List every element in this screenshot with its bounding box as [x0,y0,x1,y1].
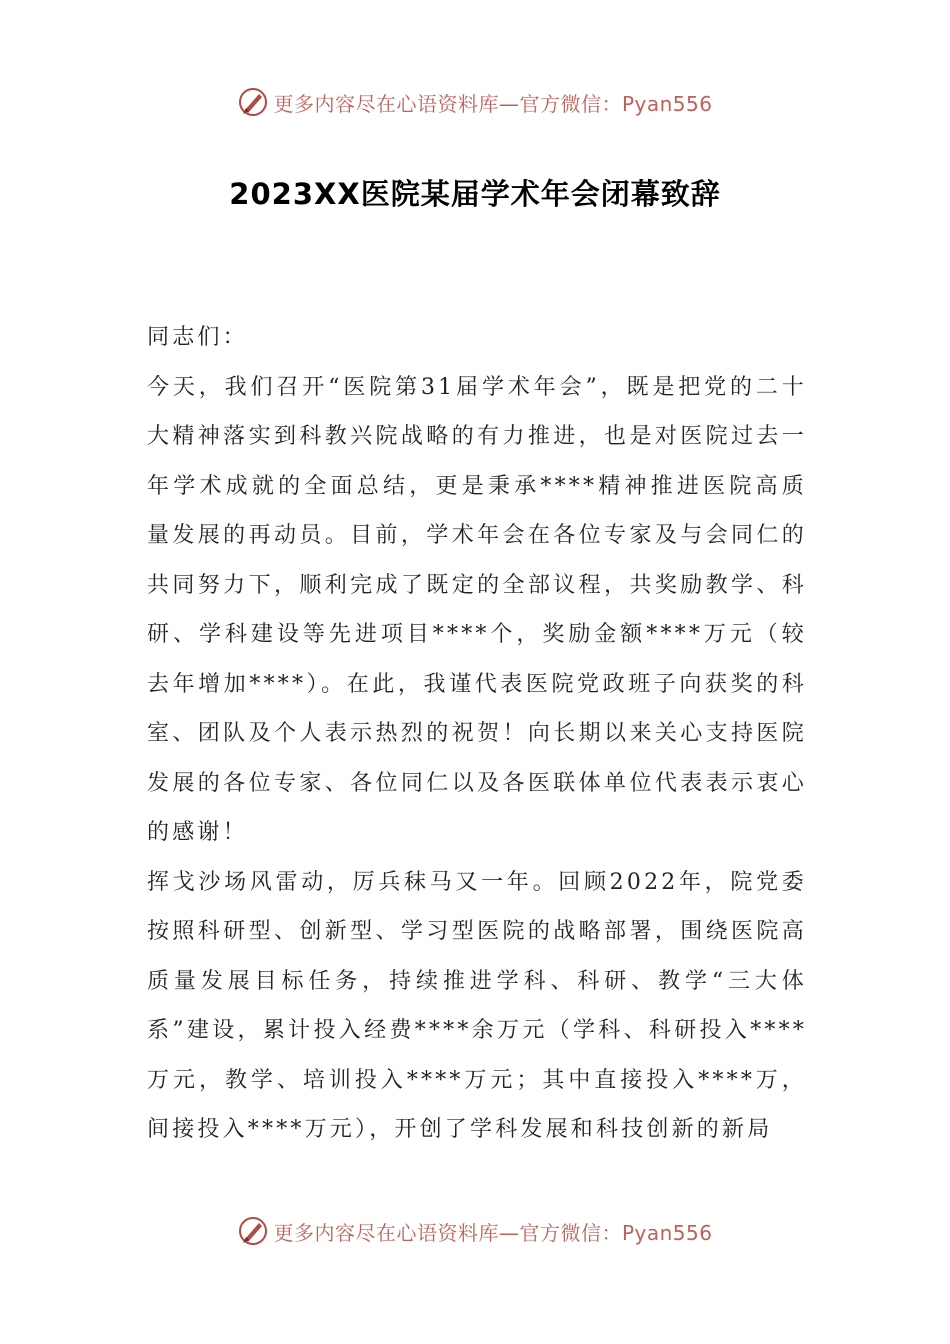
pen-logo-icon [237,86,269,118]
header-banner [0,82,950,122]
paragraph: 挥戈沙场风雷动，厉兵秣马又一年。回顾2022年，院党委按照科研型、创新型、学习型医院的战略部署，围绕医院高质量发展目标任务，持续推进学科、科研、教学“三大体系”建设，累计投入经费****余万元（学科、科研投入****万元，教学、培训投入****万元；其中直接投入****万，间接投入****万元），开创了学科发展和科技创新的新局 [147,869,807,1142]
paragraph: 今天，我们召开“医院第31届学术年会”，既是把党的二十大精神落实到科教兴院战略的有力推进，也是对医院过去一年学术成就的全面总结，更是秉承****精神推进医院高质量发展的再动员。目前，学术年会在各位专家及与会同仁的共同努力下，顺利完成了既定的全部议程，共奖励教学、科研、学科建设等先进项目****个，奖励金额****万元（较去年增加****）。在此，我谨代表医院党政班子向获奖的科室、团队及个人表示热烈的祝贺！向长期以来关心支持医院发展的各位专家、各位同仁以及各医联体单位代表表示衷心的感谢！ [147,374,807,845]
document-title: 2023XX医院某届学术年会闭幕致辞 [229,177,721,211]
footer-banner-text: 更多内容尽在心语资料库—官方微信：Pyan556 [273,1220,713,1245]
document-body [147,313,807,1155]
header-banner-text: 更多内容尽在心语资料库—官方微信：Pyan556 [273,91,713,116]
salutation: 同志们： [147,325,248,350]
footer-banner [0,1211,950,1251]
pen-logo-icon [237,1215,269,1247]
